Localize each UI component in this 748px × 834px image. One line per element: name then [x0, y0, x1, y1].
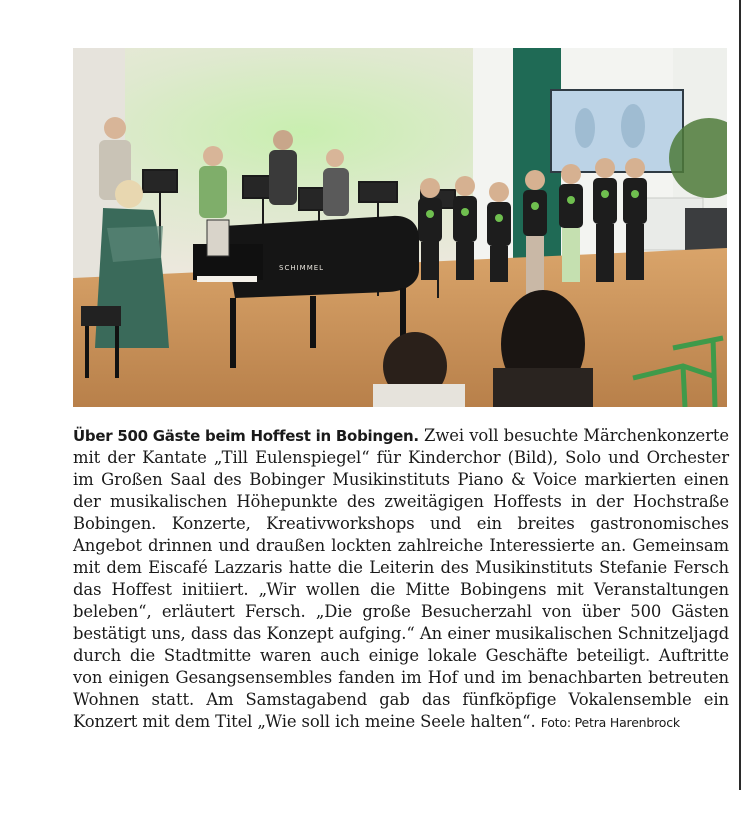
caption-headline: Über 500 Gäste beim Hoffest in Bobingen. — [73, 427, 419, 445]
photo-credit: Foto: Petra Harenbrock — [540, 715, 680, 730]
concert-photo-illustration — [73, 48, 727, 407]
column-rule — [739, 0, 741, 790]
article-photo — [73, 48, 727, 407]
caption-body: Zwei voll besuchte Märchenkonzerte mit der Kantate „Till Eulenspiegel“ für Kinderchor (Bild), Solo und Orchester im Großen Saal des Bobinger Musikinstituts Piano & Voice markierten einen der musikalischen Höhepunkte des zweitägigen Hoffests in der Hochstraße Bobingen. Konzerte, Kreativworkshops und ein breites gastronomisches Angebot drinnen und draußen lockten zahlreiche Interessierte an. Gemeinsam mit dem Eiscafé Lazzaris hatte die Leiterin des Musikinstituts Stefanie Fersch das Hoffest initiiert. „Wir wollen die Mitte Bobingens mit Veranstaltungen beleben“, erläutert Fersch. „Die große Besucherzahl von über 500 Gästen bestätigt uns, dass das Konzept aufging.“ An einer musikalischen Schnitzeljagd durch die Stadtmitte waren auch einige lokale Geschäfte beteiligt. Auftritte von einigen Gesangsensembles fanden im Hof und im benachbarten betreuten Wohnen statt. Am Samstagabend gab das fünfköpfige Vokalensemble ein Konzert mit dem Titel „Wie soll ich meine Seele halten“. — [73, 426, 729, 731]
article-caption — [73, 425, 729, 734]
piano-brand: SCHIMMEL — [279, 264, 325, 272]
